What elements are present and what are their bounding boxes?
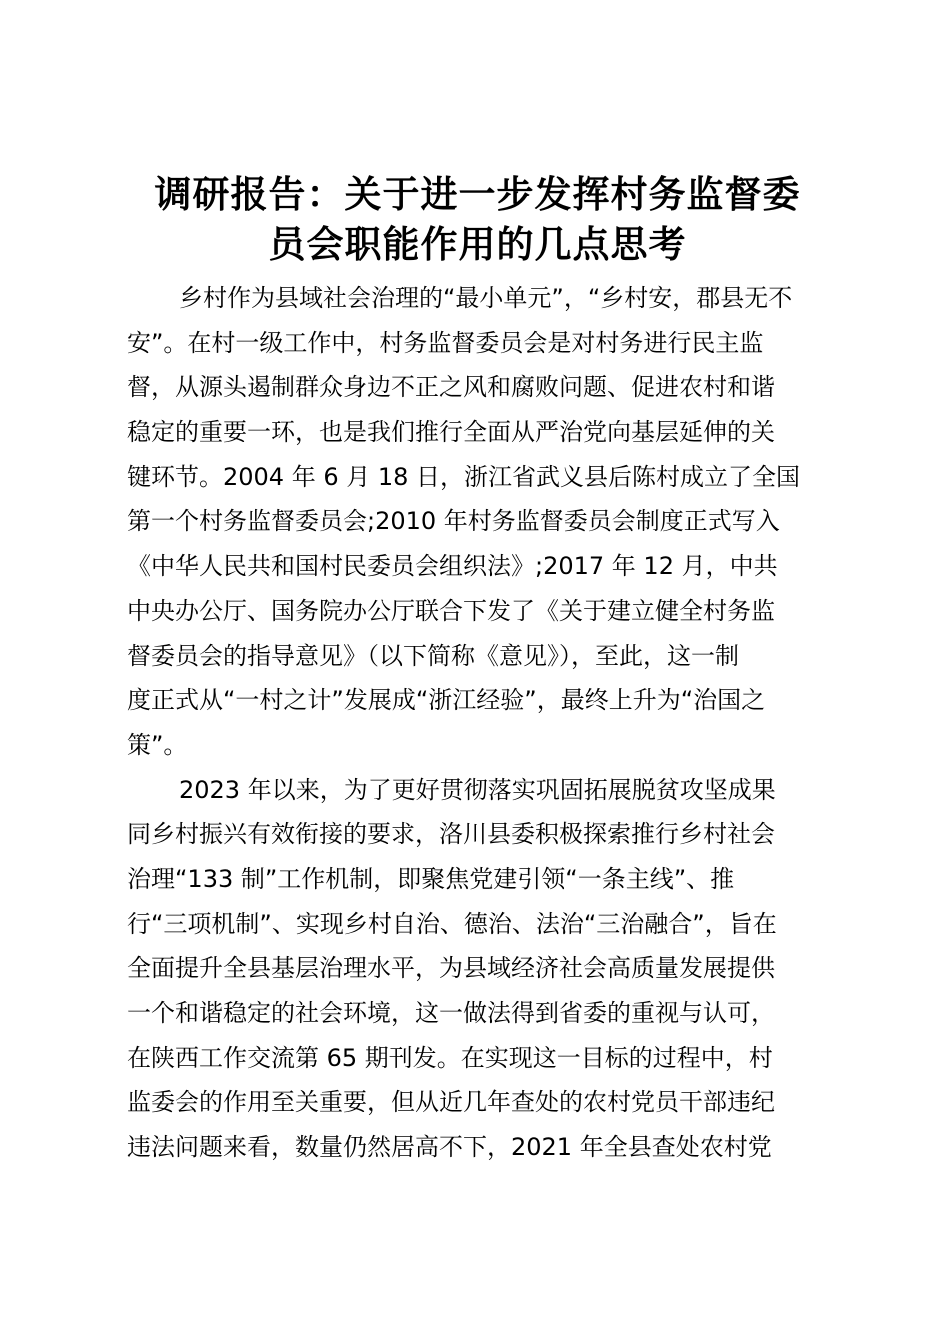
- paragraph-line: 违法问题来看，数量仍然居高不下，2021 年全县查处农村党: [127, 1133, 772, 1162]
- paragraph-line: 中央办公厅、国务院办公厅联合下发了《关于建立健全村务监: [127, 596, 775, 625]
- document-body: [127, 276, 832, 1170]
- paragraph-line: 键环节。2004 年 6 月 18 日，浙江省武义县后陈村成立了全国: [127, 462, 801, 491]
- document-title: [120, 170, 835, 270]
- paragraph-line: 督委员会的指导意见》（以下简称《意见》），至此，这一制: [127, 641, 739, 670]
- paragraph-line: 策”。: [127, 730, 188, 759]
- paragraph-2: [127, 768, 832, 1170]
- paragraph-line: 《中华人民共和国村民委员会组织法》;2017 年 12 月，中共: [127, 552, 778, 581]
- paragraph-line: 治理“133 制”工作机制，即聚焦党建引领“一条主线”、推: [127, 864, 735, 893]
- paragraph-line: 全面提升全县基层治理水平，为县域经济社会高质量发展提供: [127, 954, 775, 983]
- paragraph-line: 行“三项机制”、实现乡村自治、德治、法治“三治融合”，旨在: [127, 909, 777, 938]
- paragraph-line: 督，从源头遏制群众身边不正之风和腐败问题、促进农村和谐: [127, 373, 775, 402]
- paragraph-line: 在陕西工作交流第 65 期刊发。在实现这一目标的过程中，村: [127, 1043, 773, 1072]
- paragraph-line: 一个和谐稳定的社会环境，这一做法得到省委的重视与认可，: [127, 999, 775, 1027]
- paragraph-line: 稳定的重要一环，也是我们推行全面从严治党向基层延伸的关: [127, 418, 775, 447]
- paragraph-line: 安”。在村一级工作中，村务监督委员会是对村务进行民主监: [127, 328, 764, 357]
- paragraph-line: 2023 年以来，为了更好贯彻落实巩固拓展脱贫攻坚成果: [179, 775, 776, 804]
- title-line-1: 调研报告：关于进一步发挥村务监督委: [154, 173, 801, 216]
- paragraph-1: [127, 276, 832, 768]
- paragraph-line: 监委会的作用至关重要，但从近几年查处的农村党员干部违纪: [127, 1088, 775, 1117]
- paragraph-line: 度正式从“一村之计”发展成“浙江经验”，最终上升为“治国之: [127, 686, 766, 715]
- paragraph-line: 同乡村振兴有效衔接的要求，洛川县委积极探索推行乡村社会: [127, 820, 775, 849]
- paragraph-line: 第一个村务监督委员会;2010 年村务监督委员会制度正式写入: [127, 507, 780, 536]
- title-line-2: 员会职能作用的几点思考: [268, 223, 687, 266]
- paragraph-line: 乡村作为县域社会治理的“最小单元”，“乡村安，郡县无不: [179, 284, 793, 312]
